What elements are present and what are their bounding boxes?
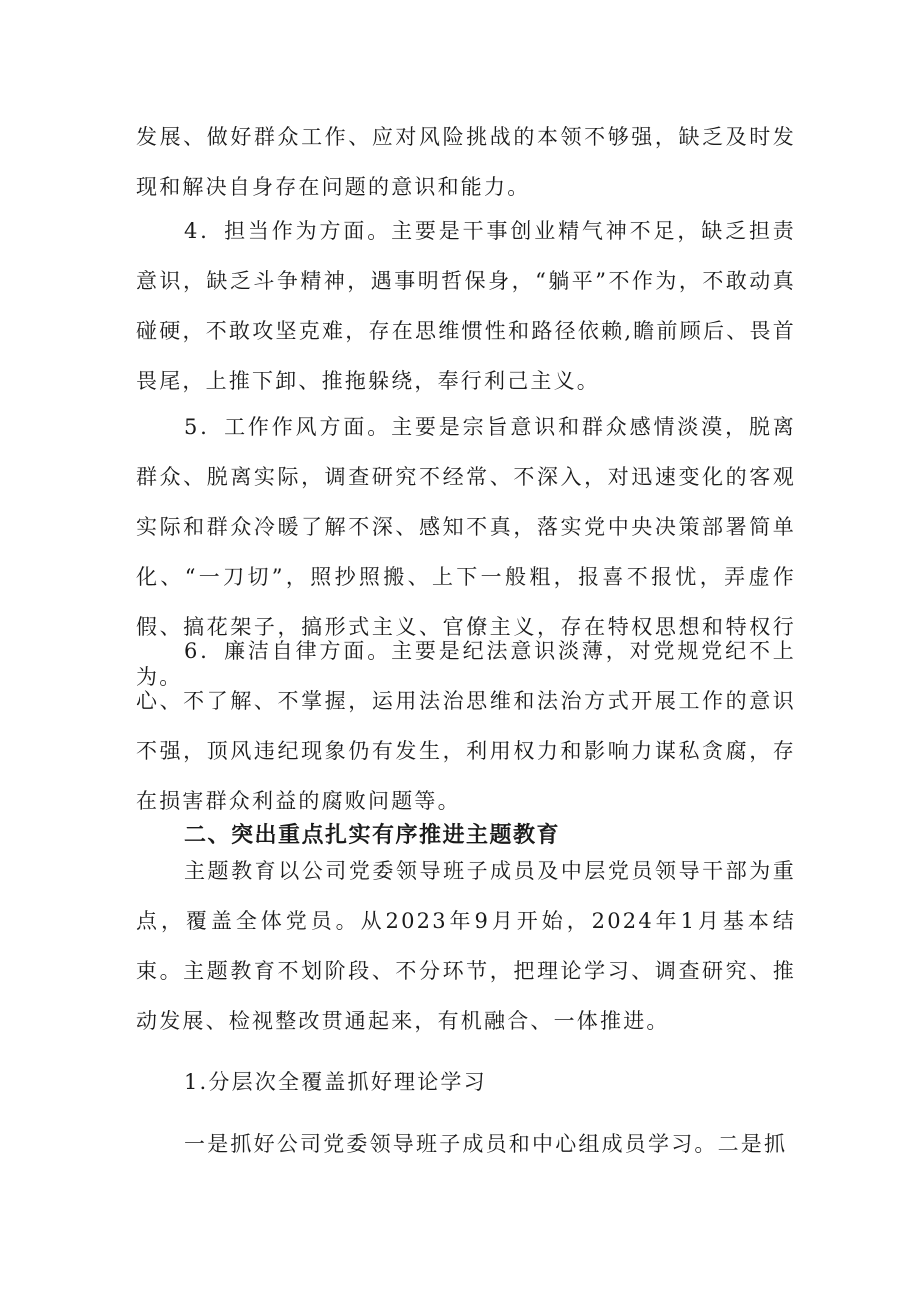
- paragraph-item-6: 6．廉洁自律方面。主要是纪法意识淡薄，对党规党纪不上心、不了解、不掌握，运用法治思维和法治方式开展工作的意识不强，顶风违纪现象仍有发生，利用权力和影响力谋私贪腐，存在损害群众利益的腐败问题等。: [136, 639, 796, 813]
- paragraph-item-4: 4．担当作为方面。主要是干事创业精气神不足，缺乏担责意识，缺乏斗争精神，遇事明哲保身，“躺平”不作为，不敢动真碰硬，不敢攻坚克难，存在思维惯性和路径依赖,瞻前顾后、畏首畏尾，上推下卸、推拖躲绕，奉行利己主义。: [136, 219, 796, 393]
- paragraph-final: 一是抓好公司党委领导班子成员和中心组成员学习。二是抓: [184, 1132, 788, 1156]
- section-paragraph: 主题教育以公司党委领导班子成员及中层党员领导干部为重点，覆盖全体党员。从2023年9月开始，2024年1月基本结束。主题教育不划阶段、不分环节，把理论学习、调查研究、推动发展、检视整改贯通起来，有机融合、一体推进。: [136, 859, 796, 1033]
- section-heading: 二、突出重点扎实有序推进主题教育: [184, 823, 561, 848]
- subheading-theory-study: 1.分层次全覆盖抓好理论学习: [184, 1070, 487, 1094]
- paragraph-continuation: 发展、做好群众工作、应对风险挑战的本领不够强，缺乏及时发现和解决自身存在问题的意识和能力。: [136, 125, 796, 199]
- paragraph-item-5: 5．工作作风方面。主要是宗旨意识和群众感情淡漠，脱离群众、脱离实际，调查研究不经常、不深入，对迅速变化的客观实际和群众冷暖了解不深、感知不真，落实党中央决策部署简单化、“一刀切”，照抄照搬、上下一般粗，报喜不报忧，弄虚作假、搞花架子，搞形式主义、官僚主义，存在特权思想和特权行为。: [136, 415, 796, 689]
